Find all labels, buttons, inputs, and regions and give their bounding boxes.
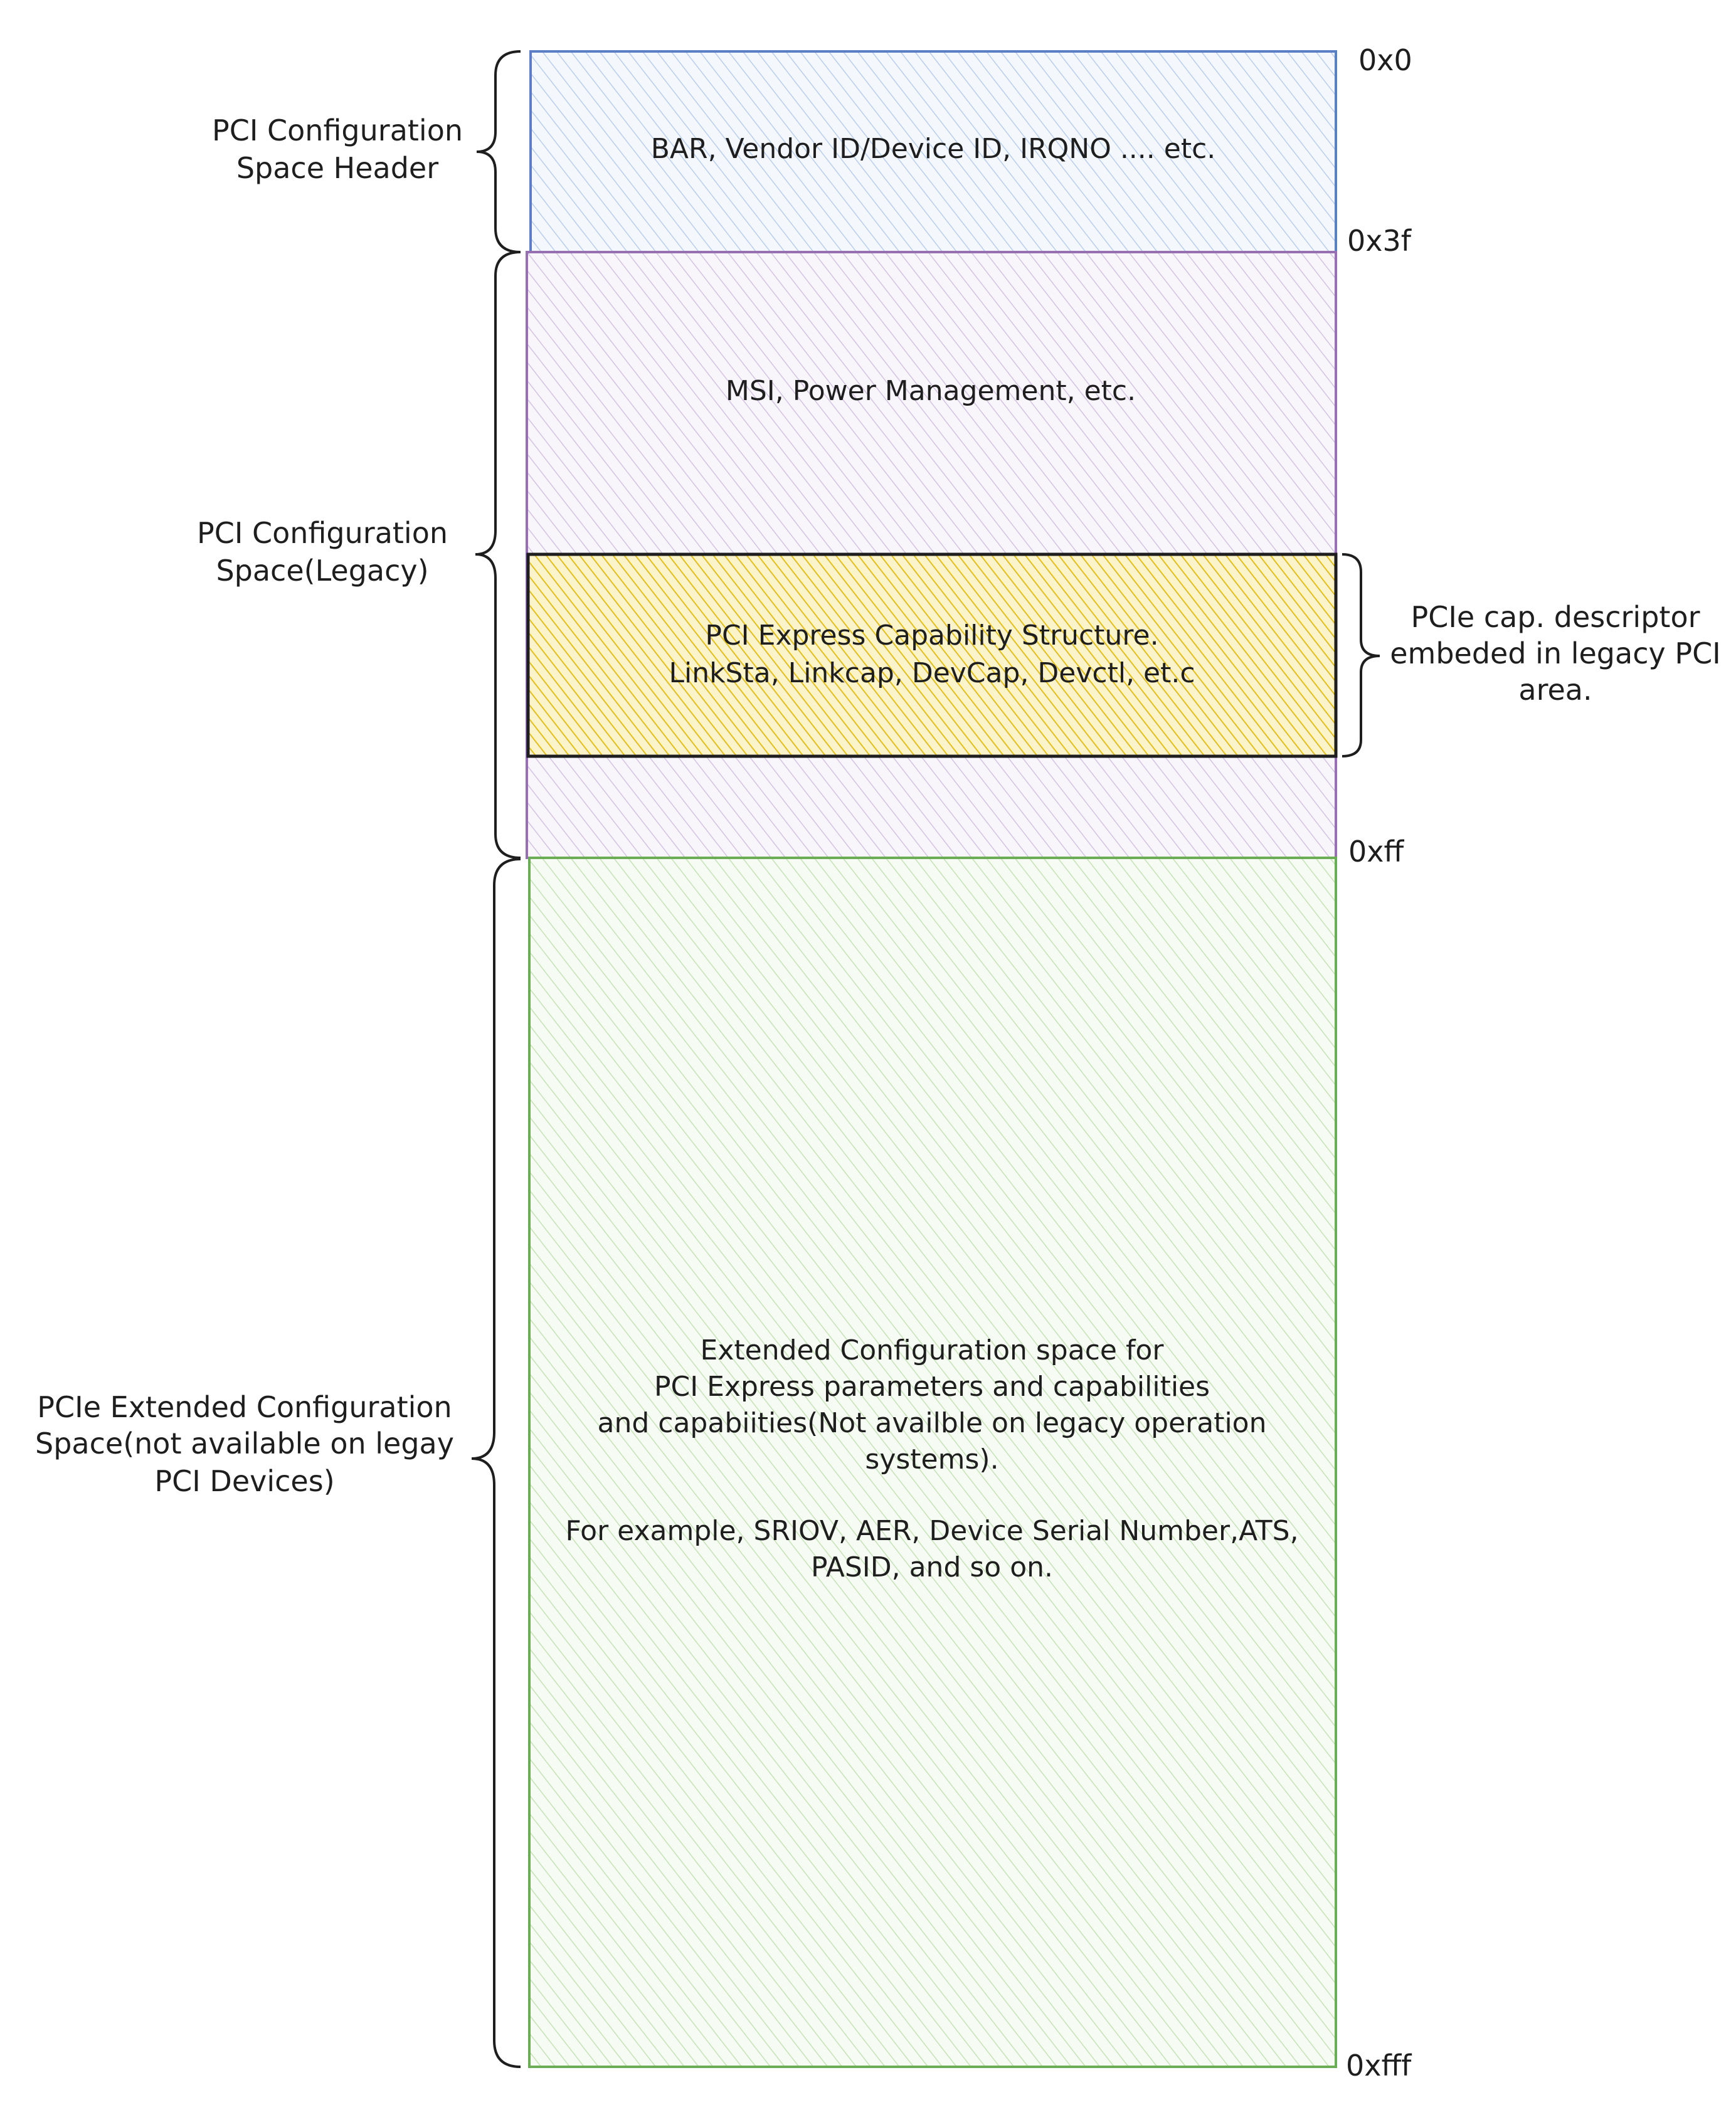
label-legacy-space-line1: PCI Configuration [196, 516, 448, 550]
label-extended-space-line1: PCIe Extended Configuration [37, 1390, 452, 1424]
label-legacy-space-line2: Space(Legacy) [216, 554, 429, 588]
brace-legacy-space [475, 252, 521, 858]
region-pcie-capability [528, 554, 1336, 756]
label-extended-space [35, 1390, 454, 1498]
region-config-header-text: BAR, Vendor ID/Device ID, IRQNO .... etc. [650, 133, 1216, 165]
region-extended-space-text-line5: For example, SRIOV, AER, Device Serial Number,ATS, [565, 1515, 1299, 1547]
region-extended-space-text-line2: PCI Express parameters and capabilities [654, 1371, 1210, 1403]
label-config-header [212, 113, 463, 185]
region-pcie-capability-box [528, 554, 1336, 756]
label-extended-space-line3: PCI Devices) [154, 1464, 335, 1498]
label-pcie-capability-line2: embeded in legacy PCI [1390, 636, 1721, 670]
label-config-header-line1: PCI Configuration [211, 113, 463, 147]
address-label-0xff: 0xff [1348, 835, 1404, 868]
address-label-0x3f: 0x3f [1347, 224, 1411, 258]
region-extended-space [529, 858, 1336, 2067]
label-config-header-line2: Space Header [236, 151, 439, 185]
region-pcie-capability-text-line2: LinkSta, Linkcap, DevCap, Devctl, et.c [669, 657, 1195, 689]
label-pcie-capability-line3: area. [1518, 673, 1592, 707]
brace-config-header [477, 51, 521, 252]
brace-pcie-capability [1342, 554, 1380, 756]
region-extended-space-text-line1: Extended Configuration space for [700, 1334, 1164, 1366]
address-label-0xfff: 0xfff [1346, 2049, 1412, 2082]
label-extended-space-line2: Space(not available on legay [35, 1427, 454, 1460]
region-extended-space-text-line4: systems). [865, 1444, 999, 1475]
region-extended-space-text-line6: PASID, and so on. [811, 1551, 1053, 1583]
label-pcie-capability [1390, 600, 1721, 707]
region-config-header [531, 51, 1336, 252]
region-legacy-space-text: MSI, Power Management, etc. [725, 375, 1136, 407]
address-label-0x0: 0x0 [1358, 43, 1412, 77]
region-pcie-capability-text-line1: PCI Express Capability Structure. [705, 620, 1159, 652]
brace-extended-space [472, 859, 521, 2067]
label-pcie-capability-line1: PCIe cap. descriptor [1410, 600, 1700, 634]
label-legacy-space [197, 516, 448, 588]
region-extended-space-text-line3: and capabiities(Not availble on legacy operation [597, 1407, 1267, 1439]
